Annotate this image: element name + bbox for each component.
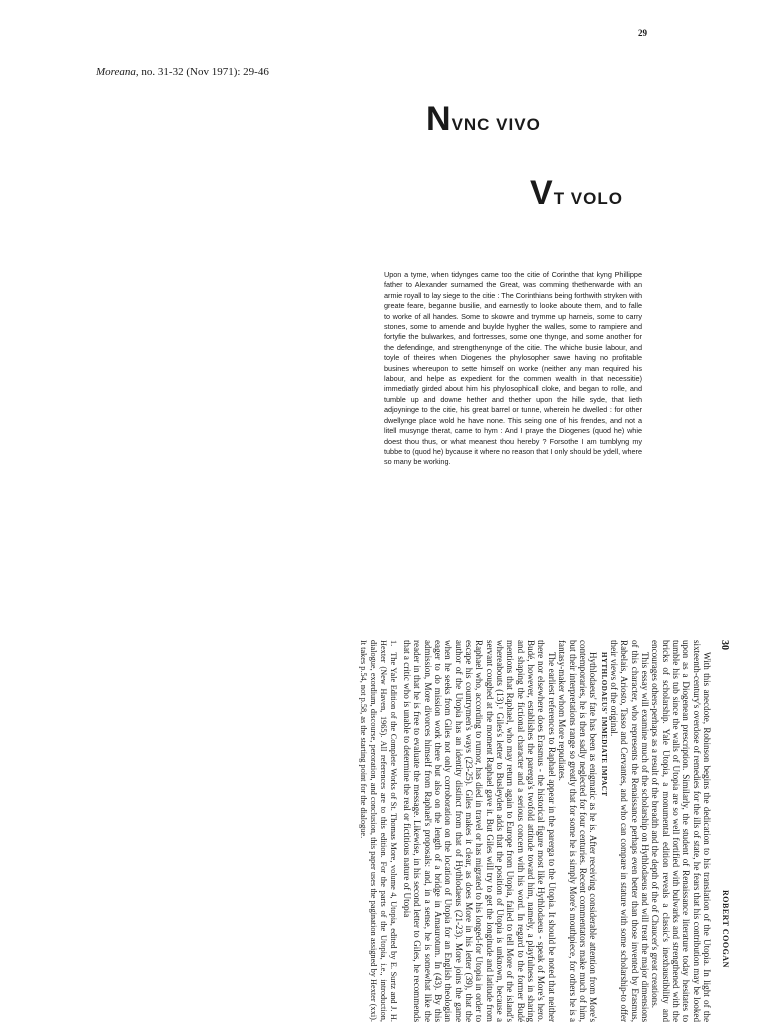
title-line-1-rest: VNC VIVO bbox=[451, 115, 541, 134]
body-paragraph: With this anecdote, Robinson begins the dedication to his translation of the Utopia. In light of the sixteenth-century's overdose of remedies for the ills of state, he fears that his contribution may be looked upon as a Diogenean prescription. Similarly, the student of Renaissance literature today hesitates to tumble his tub since the walls of Utopia are so well fortified with bulwarks and strengthened with the bricks of scholarship. Yale Utopia, a monumental edition reveals a classic's inexhaustibility and encourages others-perhaps as a result of the breadth and the depth of the of Chaucer's great creations. bbox=[650, 640, 712, 1022]
running-head: ROBERT COOGAN bbox=[721, 890, 730, 968]
rotated-page-30 bbox=[80, 640, 730, 1022]
title-line-2 bbox=[530, 174, 623, 213]
title-line-1 bbox=[426, 100, 541, 139]
journal-name: Moreana bbox=[96, 66, 136, 78]
body-paragraph: The earliest references to Raphael appear in the parerga to the Utopia. It should be noted that neither there nor elsewhere does Erasmus - the historical figure most like Hythlodaeus - speak of More's hero. Budé, however, establishes the parerga's twofold attitude toward him, namely, a playfulness in sharing and shaping the fictional character and a serious concern with his word. In regard to the former Budé mentions that Raphael, who may return again to Europe from Utopia, failed to tell More of the island's whereabouts (13).¹ Giles's letter to Busleyden adds that the position of Utopia is unknown, because a servant coughed at the moment Raphael gave it. But Giles will try to get the longitude and latitude from Raphael who, according to rumor, has died in travel or has migrated to his longed-for Utopia in order to escape his countrymen's ways (23-25). Giles makes it clear, as does More in his letter (39), that the author of the Utopia has an identity distinct from that of Hythlodaeus (21-23). More joins the game when he seeks from Giles not only corroboration on the location of Utopia for an English theologian eager to do mission work there but also on the length of a bridge in Amaurotum. In (43). By this admission, More divorces himself from Raphael's proposals: and, in a sense, he is somewhat like the reader in that he is free to evaluate the message. Likewise, in his second letter to Giles, he recommends that a critic who is unable to determine the real or fictitious nature of Utopia bbox=[402, 640, 557, 1022]
body-paragraph: This essay will examine much of the scholarship on Hythlodaeus and will treat the major dimensions of this character, who represents the Renaissance perhaps even better than those invented by Erasmus, Rabelais, Ariosto, Tasso and Cervantes, and who can compare in stature with some scholarship-to offer their views of the original. bbox=[608, 640, 650, 1022]
footnote-text: The Yale Edition of the Complete Works of St. Thomas More, volume 4, Utopia, edited by E. Surtz and J. H. Hexter (New Haven, 1965). All references are to this edition. For the parts of the Utopia, i.e., introduction, dialogue, exordium, discourse, peroration, and conclusion, this paper uses the pagination assigned by Hexter (xxi). It takes p.54, not p.58, as the starting point for the dialogue. bbox=[359, 640, 398, 1022]
epigraph: Upon a tyme, when tidynges came too the citie of Corinthe that kyng Phillippe father to Alexander surnamed the Great, was comming thetherwarde with an armie royall to lay siege to the citie : The Corinthians being forthwith stryken with greate feare, beganne busilie, and earnestly to looke aboute them, and to falle to worke of all handes. Some to skowre and trymme up harneis, some to carry stones, some to amende and buylde hygher the walles, some to rampiere and fortyfie the bulwarkes, and fortresses, some one thynge, and some another for the defendinge, and strengthenynge of the citie. The whiche busie labour, and toyle of theires when Diogenes the phylosopher sawe having no profitable busines whereupon to sette himself on worke (neither any man required his labour, and helpe as expedient for the commen wealth in that necessitie) immediatly girded about him his phylosophicall cloke, and began to rolle, and tumble up and downe hether and thether upon the hille syde, that lieth adjoyninge to the citie, his great barrel or tunne, wherein he dwelled : for other dwellynge place wold he have none. This seing one of his frendes, and not a litell musynge therat, came to hym : And I praye the Diogenes (quod he) whie doest thou thus, or what meanest thou hereby ? Forsothe I am tumblyng my tubbe to (quod he) bycause it where no reason that I only should be ydell, where so many be working. bbox=[384, 270, 642, 467]
journal-citation bbox=[96, 66, 269, 78]
page-number: 29 bbox=[638, 28, 647, 38]
title-line-1-initial: N bbox=[426, 100, 452, 138]
journal-details: , no. 31-32 (Nov 1971): 29-46 bbox=[135, 66, 269, 78]
rotated-body bbox=[402, 640, 712, 1022]
footnote-number: 1. bbox=[388, 640, 398, 647]
rotated-header bbox=[712, 640, 730, 1022]
section-heading: HYTHLODAEUS' IMMEDIATE IMPACT bbox=[599, 652, 608, 797]
footnote bbox=[359, 640, 398, 1022]
title-line-2-rest: T VOLO bbox=[553, 189, 623, 208]
body-paragraph: Hythlodaeus' fate has been as enigmatic as he is. After receiving considerable attention from More's contemporaries, he is then sadly neglected for four centuries. Recent commentators make much of him, but their interpretations range so greatly that for some he is simply More's mouthpiece, for others he is a fantasy-maker whom More repudiates. bbox=[557, 640, 599, 1022]
rotated-page-number: 30 bbox=[719, 640, 730, 650]
title-line-2-initial: V bbox=[530, 174, 554, 212]
